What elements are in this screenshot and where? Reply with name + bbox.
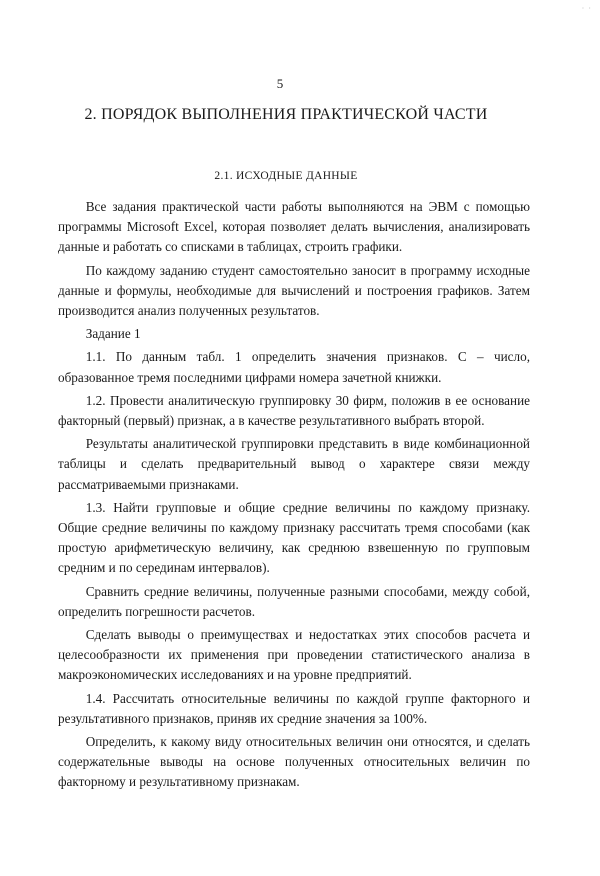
paragraph-task-1-2: 1.2. Провести аналитическую группировку 30 фирм, положив в ее основание факторный (первый) признак, а в качестве результативного выбрать второй. (58, 392, 530, 429)
paragraph-conclusions: Сделать выводы о преимуществах и недостатках этих способов расчета и целесообразности их применения при проведении статистического анализа в макроэкономических исследованиях и на уровне предприятий. (58, 627, 530, 683)
paragraph-compare: Сравнить средние величины, полученные разными способами, между собой, определить погрешности расчетов. (58, 583, 530, 619)
chapter-title: 2. ПОРЯДОК ВЫПОЛНЕНИЯ ПРАКТИЧЕСКОЙ ЧАСТИ (84, 106, 488, 123)
task-label: Задание 1 (85, 326, 141, 342)
paragraph-task-1-3: 1.3. Найти групповые и общие средние величины по каждому признаку. Общие средние величины по каждому признаку рассчитать тремя способами (как простую арифметическую величину, как среднюю взвешенную по групповым средним и по серединам интервалов). (58, 499, 530, 576)
paragraph-task-1-1: 1.1. По данным табл. 1 определить значения признаков. С – число, образованное тремя последними цифрами номера зачетной книжки. (58, 349, 530, 385)
scan-corner-mark: · · (581, 4, 592, 13)
page-number: 5 (276, 76, 284, 91)
paragraph-determine: Определить, к какому виду относительных величин они относятся, и сделать содержательные выводы на основе полученных относительных величин по факторному и результативному признакам. (58, 734, 530, 790)
body-text (58, 197, 530, 796)
paragraph-results: Результаты аналитической группировки представить в виде комбинационной таблицы и сделать предварительный вывод о характере связи между рассматриваемыми признаками. (58, 436, 530, 492)
paragraph-intro-student: По каждому заданию студент самостоятельно заносит в программу исходные данные и формулы, необходимые для вычислений и построения графиков. Затем производится анализ полученных результатов. (58, 262, 530, 319)
paragraph-task-1-4: 1.4. Рассчитать относительные величины по каждой группе факторного и результативного признаков, приняв их средние значения за 100%. (58, 690, 530, 726)
section-title: 2.1. ИСХОДНЫЕ ДАННЫЕ (214, 170, 358, 182)
paragraph-intro-excel: Все задания практической части работы выполняются на ЭВМ с помощью программы Microsoft Excel, которая позволяет делать вычисления, анализировать данные и работать со списками в таблицах, строить графики. (58, 199, 530, 255)
